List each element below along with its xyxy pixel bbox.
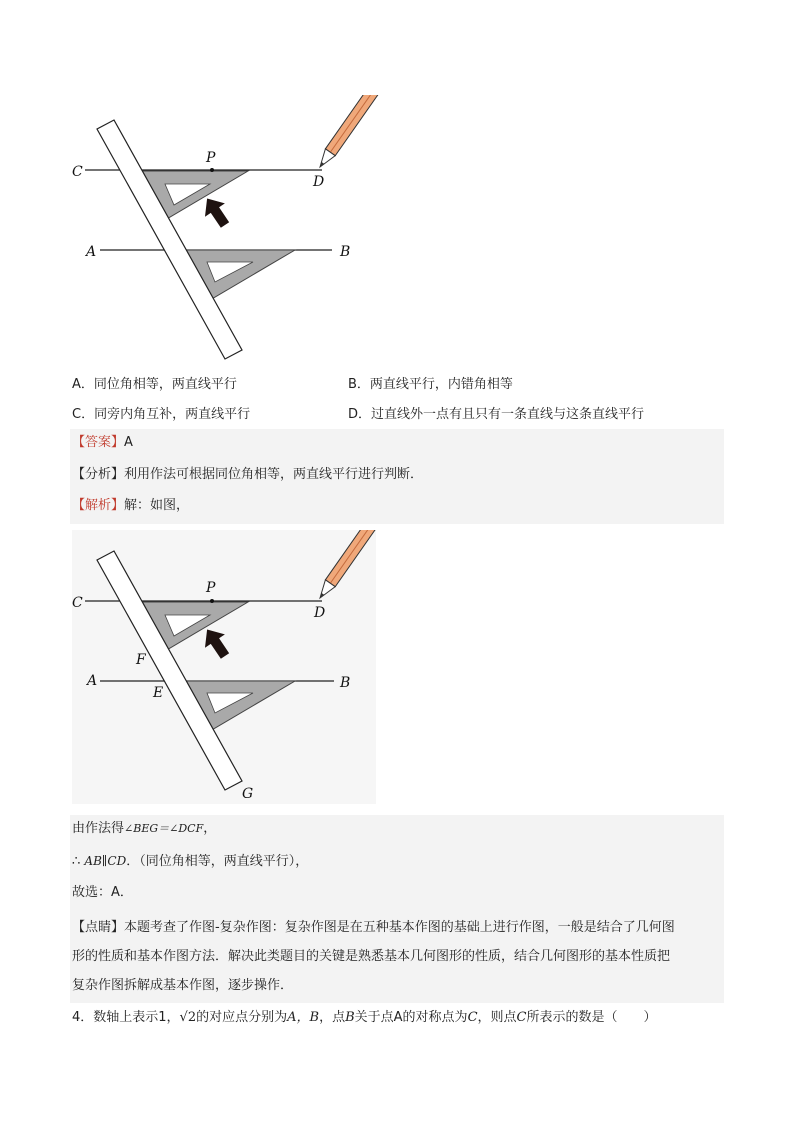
step-1-suffix: ， (203, 821, 217, 836)
solution-row (70, 493, 724, 524)
pencil-icon (315, 95, 382, 170)
step-2-suffix: ．（同位角相等，两直线平行）， (126, 854, 309, 869)
step-3-text: 故选：A． (72, 885, 133, 900)
analysis-text: 利用作法可根据同位角相等，两直线平行进行判断． (124, 467, 424, 482)
analysis-tag: 【分析】 (72, 467, 125, 482)
label-a: A (87, 673, 98, 689)
q4-part-1: 4．数轴上表示1， (72, 1010, 180, 1025)
step-2-prefix: ∴ (72, 854, 85, 869)
label-b: B (340, 675, 351, 691)
label-a: A (86, 244, 97, 260)
analysis-row (70, 461, 724, 493)
label-b: B (340, 244, 351, 260)
answer-text: A (124, 435, 133, 450)
q4-part-3: ，点 (319, 1010, 346, 1025)
label-d: D (313, 174, 325, 190)
point-p (210, 599, 214, 603)
comment-block (70, 909, 724, 1003)
label-c: C (72, 164, 83, 180)
solution-tag: 【解析】 (72, 498, 125, 513)
label-e: E (153, 685, 164, 701)
option-c: C．同旁内角互补，两直线平行 (72, 407, 251, 422)
label-c: C (72, 595, 83, 611)
q4-math-2: B (345, 1010, 355, 1025)
answer-row (70, 429, 724, 461)
q4-math-3: C (467, 1010, 478, 1025)
option-a: A．同位角相等，两直线平行 (72, 377, 237, 392)
point-p (210, 168, 214, 172)
comment-line-3: 复杂作图拆解成基本作图，逐步操作． (72, 978, 294, 993)
step-1-prefix: 由作法得 (72, 821, 125, 836)
step-2-row (70, 847, 724, 879)
comment-tag: 【点睛】 (72, 920, 125, 935)
figure-2 (72, 530, 376, 804)
q4-part-4: 关于点A的对称点为 (354, 1010, 468, 1025)
q4-part-5: ，则点 (477, 1010, 517, 1025)
solution-text: 解：如图， (124, 498, 190, 513)
label-g: G (242, 786, 254, 802)
answer-tag: 【答案】 (72, 435, 125, 450)
label-p: P (206, 150, 216, 166)
step-2-math: AB∥CD (84, 854, 127, 868)
q4-math-4: C (516, 1010, 527, 1025)
label-p: P (206, 580, 216, 596)
step-3-row (70, 879, 724, 911)
step-1-math: ∠BEG＝∠DCF (124, 822, 204, 835)
comment-line-1: 本题考查了作图-复杂作图：复杂作图是在五种基本作图的基础上进行作图，一般是结合了几何图 (124, 920, 675, 935)
option-b: B．两直线平行，内错角相等 (348, 377, 513, 392)
q4-math-1: A，B (287, 1010, 320, 1025)
q4-part-6: 所表示的数是（ ） (526, 1010, 657, 1025)
comment-line-2: 形的性质和基本作图方法．解决此类题目的关键是熟悉基本几何图形的性质，结合几何图形的基本性质把 (72, 949, 671, 964)
option-d: D．过直线外一点有且只有一条直线与这条直线平行 (348, 407, 645, 422)
step-1-row (70, 815, 724, 847)
q4-sqrt: √2 (179, 1010, 197, 1025)
question-4 (72, 1006, 657, 1025)
label-f: F (136, 652, 146, 668)
q4-part-2: 的对应点分别为 (196, 1010, 288, 1025)
figure-1 (70, 95, 390, 365)
ruler (97, 120, 242, 359)
label-d: D (314, 605, 326, 621)
